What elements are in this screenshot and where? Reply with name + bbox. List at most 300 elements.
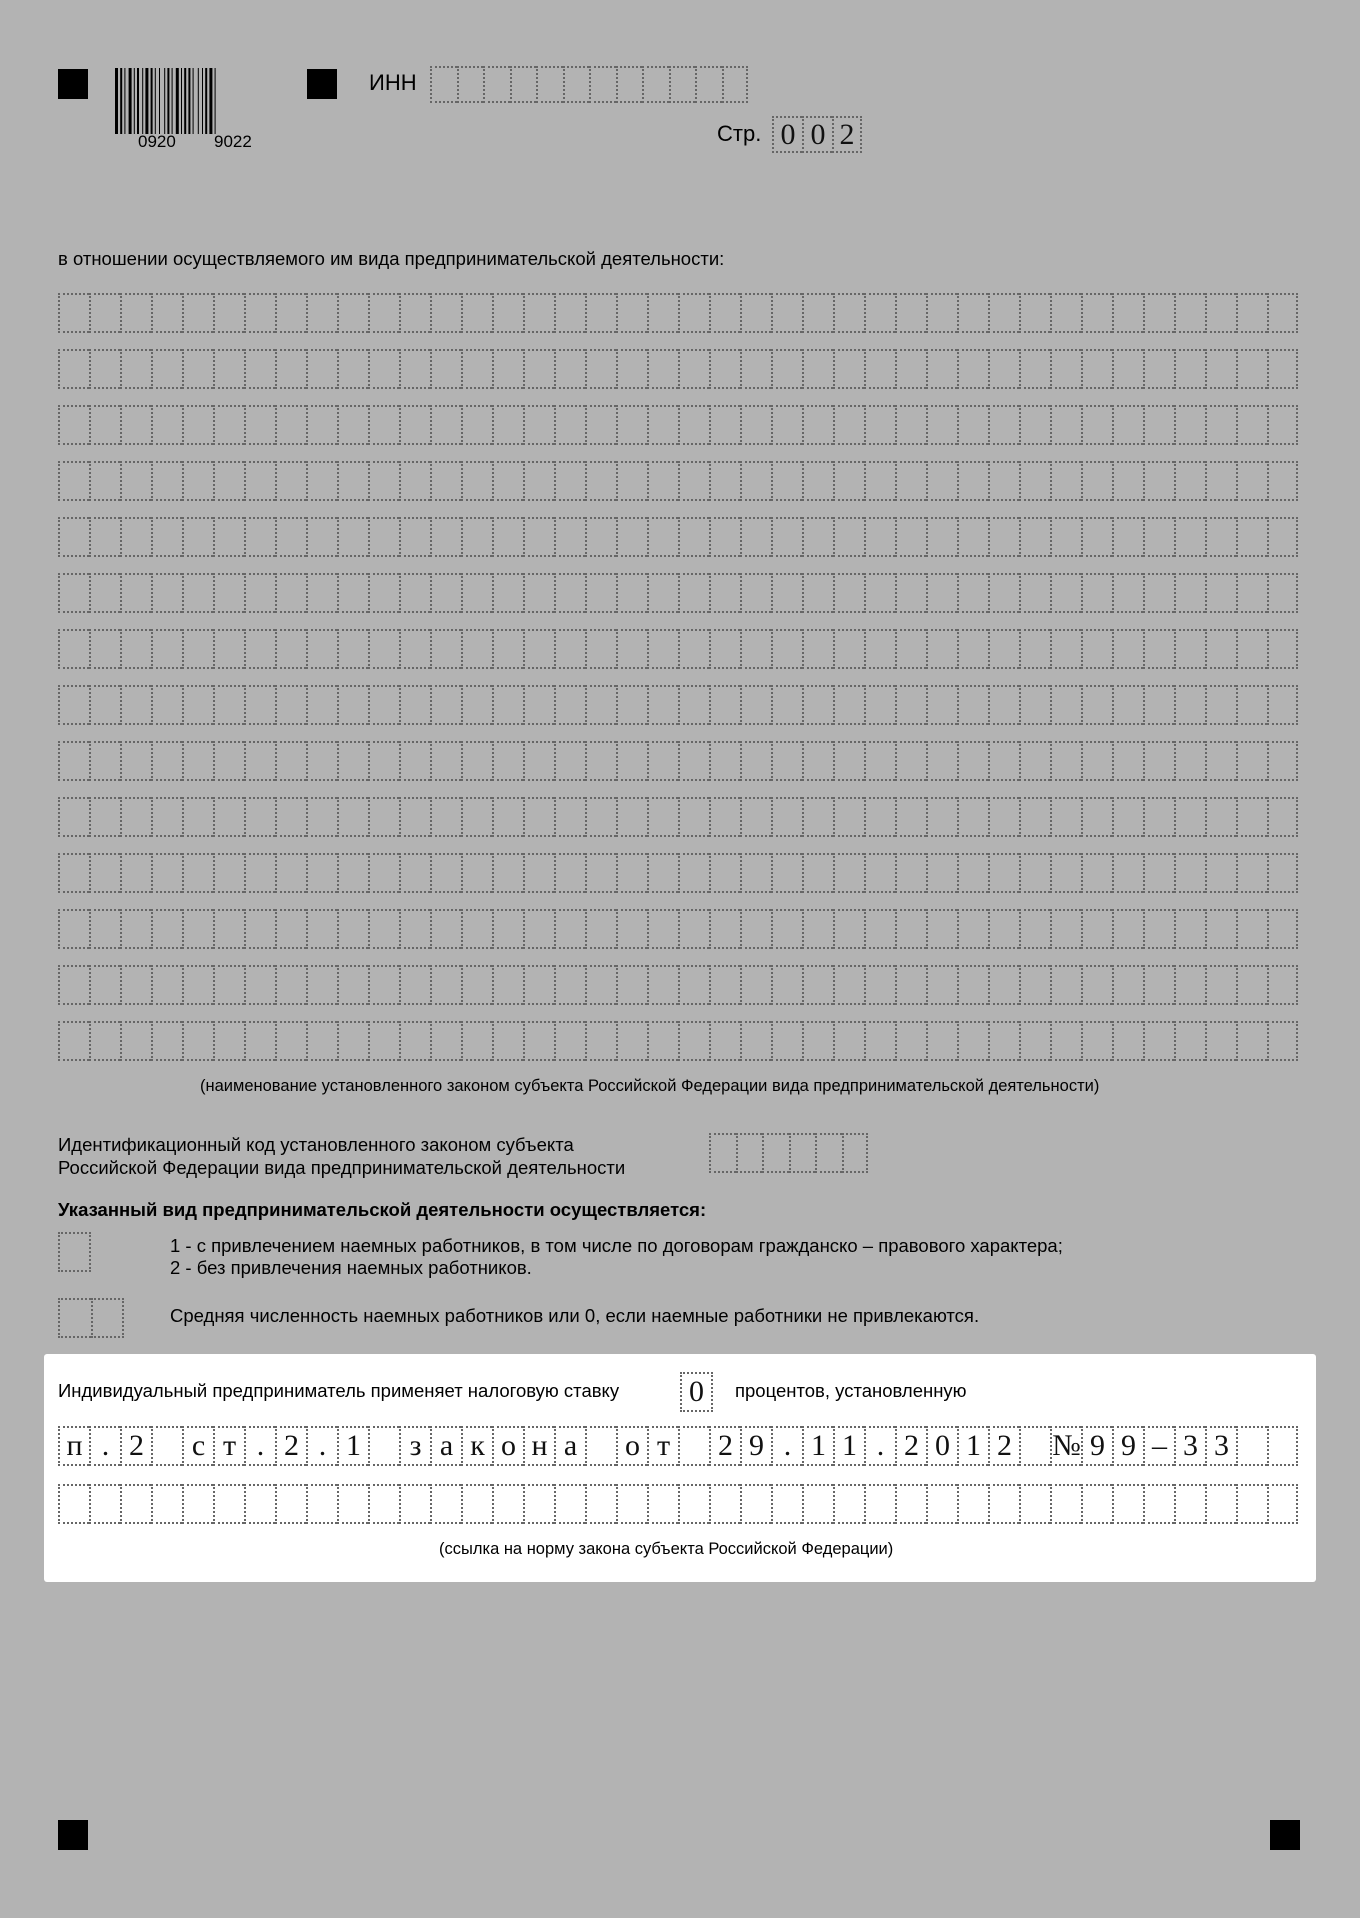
activity-cell[interactable] (802, 517, 833, 557)
activity-cell[interactable] (1267, 685, 1298, 725)
activity-cell[interactable] (461, 573, 492, 613)
activity-cell[interactable] (988, 1021, 1019, 1061)
activity-cell[interactable] (275, 349, 306, 389)
activity-cell[interactable] (864, 909, 895, 949)
law-ref-cell[interactable]: 9 (1112, 1426, 1143, 1466)
activity-cell[interactable] (554, 685, 585, 725)
activity-cell[interactable] (275, 573, 306, 613)
activity-cell[interactable] (151, 517, 182, 557)
activity-cell[interactable] (1050, 1021, 1081, 1061)
activity-cell[interactable] (306, 853, 337, 893)
activity-cell[interactable] (1143, 629, 1174, 669)
activity-cell[interactable] (926, 965, 957, 1005)
activity-cell[interactable] (213, 629, 244, 669)
activity-cell[interactable] (399, 573, 430, 613)
activity-cell[interactable] (988, 349, 1019, 389)
activity-cell[interactable] (182, 965, 213, 1005)
activity-cell[interactable] (151, 797, 182, 837)
ident-code-cell[interactable] (762, 1133, 789, 1173)
law-ref-cell[interactable] (988, 1484, 1019, 1524)
activity-cell[interactable] (771, 741, 802, 781)
inn-cell[interactable] (563, 66, 590, 103)
activity-cell[interactable] (306, 685, 337, 725)
activity-cell[interactable] (1081, 909, 1112, 949)
activity-cell[interactable] (1205, 461, 1236, 501)
activity-cell[interactable] (1205, 965, 1236, 1005)
activity-cell[interactable] (833, 517, 864, 557)
law-ref-cell[interactable] (1019, 1426, 1050, 1466)
activity-cell[interactable] (926, 293, 957, 333)
activity-cell[interactable] (461, 1021, 492, 1061)
activity-cell[interactable] (523, 853, 554, 893)
activity-cell[interactable] (647, 853, 678, 893)
activity-cell[interactable] (1081, 573, 1112, 613)
activity-cell[interactable] (678, 909, 709, 949)
average-workers-field[interactable] (58, 1298, 124, 1338)
activity-cell[interactable] (337, 909, 368, 949)
activity-cell[interactable] (89, 573, 120, 613)
activity-cell[interactable] (926, 629, 957, 669)
activity-grid-row[interactable] (58, 853, 1298, 893)
activity-cell[interactable] (1112, 573, 1143, 613)
activity-cell[interactable] (492, 293, 523, 333)
activity-cell[interactable] (802, 1021, 833, 1061)
activity-cell[interactable] (523, 517, 554, 557)
activity-cell[interactable] (616, 853, 647, 893)
activity-cell[interactable] (1050, 405, 1081, 445)
inn-cell[interactable] (510, 66, 537, 103)
activity-cell[interactable] (585, 853, 616, 893)
activity-cell[interactable] (740, 685, 771, 725)
activity-cell[interactable] (89, 797, 120, 837)
law-ref-cell[interactable] (1174, 1484, 1205, 1524)
law-ref-cell[interactable] (802, 1484, 833, 1524)
activity-grid-row[interactable] (58, 685, 1298, 725)
activity-cell[interactable] (1267, 909, 1298, 949)
activity-cell[interactable] (306, 965, 337, 1005)
activity-cell[interactable] (306, 909, 337, 949)
activity-cell[interactable] (368, 405, 399, 445)
activity-cell[interactable] (182, 1021, 213, 1061)
tax-rate-cell[interactable]: 0 (680, 1372, 713, 1412)
activity-cell[interactable] (1143, 573, 1174, 613)
law-ref-cell[interactable] (957, 1484, 988, 1524)
activity-cell[interactable] (554, 573, 585, 613)
law-ref-cell[interactable]: п (58, 1426, 89, 1466)
activity-cell[interactable] (585, 405, 616, 445)
law-ref-cell[interactable] (678, 1484, 709, 1524)
activity-cell[interactable] (709, 573, 740, 613)
activity-cell[interactable] (1112, 797, 1143, 837)
activity-cell[interactable] (585, 517, 616, 557)
activity-cell[interactable] (1112, 293, 1143, 333)
activity-cell[interactable] (1236, 797, 1267, 837)
activity-cell[interactable] (244, 965, 275, 1005)
activity-cell[interactable] (1174, 349, 1205, 389)
activity-cell[interactable] (1050, 741, 1081, 781)
activity-cell[interactable] (771, 461, 802, 501)
activity-cell[interactable] (1019, 965, 1050, 1005)
activity-cell[interactable] (492, 629, 523, 669)
activity-cell[interactable] (926, 741, 957, 781)
activity-cell[interactable] (399, 909, 430, 949)
activity-cell[interactable] (771, 853, 802, 893)
law-ref-cell[interactable] (368, 1426, 399, 1466)
activity-cell[interactable] (585, 461, 616, 501)
activity-cell[interactable] (58, 797, 89, 837)
activity-cell[interactable] (89, 293, 120, 333)
activity-cell[interactable] (833, 293, 864, 333)
activity-cell[interactable] (151, 741, 182, 781)
activity-cell[interactable] (213, 293, 244, 333)
activity-cell[interactable] (1112, 909, 1143, 949)
activity-cell[interactable] (58, 461, 89, 501)
page-digit-cell[interactable]: 2 (832, 116, 862, 153)
activity-cell[interactable] (523, 741, 554, 781)
activity-cell[interactable] (1143, 741, 1174, 781)
activity-cell[interactable] (492, 1021, 523, 1061)
activity-cell[interactable] (585, 965, 616, 1005)
activity-cell[interactable] (864, 741, 895, 781)
ident-code-cell[interactable] (736, 1133, 763, 1173)
activity-cell[interactable] (647, 797, 678, 837)
activity-cell[interactable] (616, 349, 647, 389)
activity-cell[interactable] (554, 909, 585, 949)
activity-cell[interactable] (833, 629, 864, 669)
activity-cell[interactable] (461, 965, 492, 1005)
activity-cell[interactable] (120, 853, 151, 893)
law-ref-cell[interactable] (647, 1484, 678, 1524)
inn-cell[interactable] (589, 66, 616, 103)
activity-cell[interactable] (523, 461, 554, 501)
activity-cell[interactable] (678, 573, 709, 613)
activity-cell[interactable] (1050, 517, 1081, 557)
inn-cell[interactable] (669, 66, 696, 103)
law-ref-cell[interactable] (833, 1484, 864, 1524)
activity-cell[interactable] (120, 293, 151, 333)
law-ref-cell[interactable]: 9 (1081, 1426, 1112, 1466)
activity-cell[interactable] (1112, 629, 1143, 669)
activity-cell[interactable] (1267, 517, 1298, 557)
activity-cell[interactable] (678, 517, 709, 557)
activity-cell[interactable] (895, 349, 926, 389)
activity-cell[interactable] (988, 517, 1019, 557)
activity-cell[interactable] (864, 517, 895, 557)
activity-cell[interactable] (368, 853, 399, 893)
activity-cell[interactable] (306, 349, 337, 389)
activity-cell[interactable] (337, 741, 368, 781)
activity-cell[interactable] (833, 685, 864, 725)
activity-cell[interactable] (771, 405, 802, 445)
activity-cell[interactable] (430, 909, 461, 949)
activity-cell[interactable] (58, 685, 89, 725)
law-ref-cell[interactable] (771, 1484, 802, 1524)
activity-cell[interactable] (740, 1021, 771, 1061)
activity-cell[interactable] (1112, 741, 1143, 781)
activity-cell[interactable] (1205, 853, 1236, 893)
law-ref-cell[interactable]: 2 (988, 1426, 1019, 1466)
activity-cell[interactable] (895, 293, 926, 333)
activity-cell[interactable] (1236, 461, 1267, 501)
activity-cell[interactable] (151, 685, 182, 725)
activity-cell[interactable] (182, 573, 213, 613)
activity-cell[interactable] (1143, 461, 1174, 501)
activity-cell[interactable] (275, 461, 306, 501)
activity-cell[interactable] (771, 909, 802, 949)
activity-cell[interactable] (337, 349, 368, 389)
law-ref-cell[interactable] (120, 1484, 151, 1524)
activity-cell[interactable] (275, 741, 306, 781)
activity-cell[interactable] (492, 853, 523, 893)
activity-cell[interactable] (182, 349, 213, 389)
activity-cell[interactable] (616, 685, 647, 725)
activity-cell[interactable] (368, 965, 399, 1005)
activity-cell[interactable] (585, 909, 616, 949)
activity-cell[interactable] (151, 573, 182, 613)
activity-cell[interactable] (368, 349, 399, 389)
activity-cell[interactable] (89, 517, 120, 557)
activity-cell[interactable] (1050, 965, 1081, 1005)
law-ref-cell[interactable]: 9 (740, 1426, 771, 1466)
law-ref-cell[interactable]: а (430, 1426, 461, 1466)
activity-cell[interactable] (833, 573, 864, 613)
activity-cell[interactable] (864, 797, 895, 837)
activity-cell[interactable] (306, 293, 337, 333)
activity-cell[interactable] (709, 349, 740, 389)
activity-cell[interactable] (616, 517, 647, 557)
law-ref-cell[interactable] (554, 1484, 585, 1524)
activity-cell[interactable] (616, 741, 647, 781)
activity-cell[interactable] (771, 1021, 802, 1061)
activity-cell[interactable] (647, 741, 678, 781)
law-ref-cell[interactable] (523, 1484, 554, 1524)
activity-cell[interactable] (399, 293, 430, 333)
law-ref-cell[interactable]: н (523, 1426, 554, 1466)
activity-cell[interactable] (399, 797, 430, 837)
activity-cell[interactable] (740, 909, 771, 949)
activity-cell[interactable] (492, 685, 523, 725)
activity-cell[interactable] (275, 909, 306, 949)
activity-cell[interactable] (585, 1021, 616, 1061)
activity-cell[interactable] (709, 405, 740, 445)
activity-cell[interactable] (275, 629, 306, 669)
activity-cell[interactable] (957, 965, 988, 1005)
law-ref-cell[interactable]: . (771, 1426, 802, 1466)
activity-cell[interactable] (368, 909, 399, 949)
activity-cell[interactable] (213, 573, 244, 613)
law-ref-cell[interactable] (182, 1484, 213, 1524)
activity-cell[interactable] (616, 573, 647, 613)
activity-cell[interactable] (616, 405, 647, 445)
law-ref-cell[interactable] (895, 1484, 926, 1524)
activity-cell[interactable] (1081, 1021, 1112, 1061)
activity-cell[interactable] (120, 965, 151, 1005)
law-ref-cell[interactable]: 1 (833, 1426, 864, 1466)
activity-cell[interactable] (399, 741, 430, 781)
activity-cell[interactable] (1267, 853, 1298, 893)
activity-cell[interactable] (523, 797, 554, 837)
law-ref-cell[interactable] (1050, 1484, 1081, 1524)
activity-cell[interactable] (1174, 741, 1205, 781)
activity-cell[interactable] (926, 853, 957, 893)
activity-cell[interactable] (430, 573, 461, 613)
activity-cell[interactable] (368, 1021, 399, 1061)
activity-cell[interactable] (771, 685, 802, 725)
activity-cell[interactable] (895, 853, 926, 893)
activity-cell[interactable] (1143, 909, 1174, 949)
activity-cell[interactable] (275, 1021, 306, 1061)
activity-cell[interactable] (430, 853, 461, 893)
activity-cell[interactable] (430, 797, 461, 837)
activity-cell[interactable] (213, 909, 244, 949)
activity-cell[interactable] (151, 405, 182, 445)
activity-cell[interactable] (1236, 349, 1267, 389)
activity-cell[interactable] (1050, 853, 1081, 893)
activity-cell[interactable] (1019, 853, 1050, 893)
activity-cell[interactable] (244, 349, 275, 389)
activity-cell[interactable] (523, 405, 554, 445)
activity-cell[interactable] (678, 965, 709, 1005)
activity-cell[interactable] (740, 349, 771, 389)
activity-cell[interactable] (523, 573, 554, 613)
activity-cell[interactable] (709, 1021, 740, 1061)
activity-cell[interactable] (151, 909, 182, 949)
activity-cell[interactable] (1081, 965, 1112, 1005)
activity-cell[interactable] (182, 517, 213, 557)
activity-cell[interactable] (368, 685, 399, 725)
activity-cell[interactable] (833, 349, 864, 389)
activity-cell[interactable] (244, 741, 275, 781)
law-ref-cell[interactable] (585, 1426, 616, 1466)
activity-cell[interactable] (1143, 517, 1174, 557)
activity-cell[interactable] (616, 965, 647, 1005)
activity-cell[interactable] (461, 685, 492, 725)
activity-cell[interactable] (58, 517, 89, 557)
activity-cell[interactable] (1081, 461, 1112, 501)
activity-cell[interactable] (1236, 1021, 1267, 1061)
activity-cell[interactable] (1050, 909, 1081, 949)
activity-cell[interactable] (740, 853, 771, 893)
activity-cell[interactable] (957, 405, 988, 445)
activity-cell[interactable] (1174, 965, 1205, 1005)
activity-grid-row[interactable] (58, 517, 1298, 557)
activity-cell[interactable] (1019, 797, 1050, 837)
activity-cell[interactable] (244, 797, 275, 837)
activity-cell[interactable] (399, 461, 430, 501)
activity-cell[interactable] (337, 1021, 368, 1061)
activity-cell[interactable] (58, 1021, 89, 1061)
activity-cell[interactable] (1081, 685, 1112, 725)
law-ref-cell[interactable] (709, 1484, 740, 1524)
law-ref-cell[interactable] (1236, 1484, 1267, 1524)
activity-cell[interactable] (988, 685, 1019, 725)
activity-cell[interactable] (368, 461, 399, 501)
activity-cell[interactable] (430, 629, 461, 669)
activity-cell[interactable] (120, 741, 151, 781)
activity-cell[interactable] (647, 517, 678, 557)
ident-code-field[interactable] (709, 1133, 868, 1173)
activity-cell[interactable] (399, 517, 430, 557)
activity-cell[interactable] (368, 573, 399, 613)
activity-cell[interactable] (523, 909, 554, 949)
activity-cell[interactable] (647, 293, 678, 333)
activity-cell[interactable] (1019, 909, 1050, 949)
activity-cell[interactable] (957, 517, 988, 557)
activity-cell[interactable] (492, 909, 523, 949)
activity-cell[interactable] (1174, 909, 1205, 949)
activity-cell[interactable] (182, 293, 213, 333)
activity-cell[interactable] (554, 1021, 585, 1061)
activity-cell[interactable] (306, 405, 337, 445)
activity-cell[interactable] (585, 741, 616, 781)
activity-cell[interactable] (430, 741, 461, 781)
activity-cell[interactable] (709, 853, 740, 893)
activity-cell[interactable] (895, 405, 926, 445)
law-ref-cell[interactable] (58, 1484, 89, 1524)
activity-cell[interactable] (368, 293, 399, 333)
activity-cell[interactable] (337, 629, 368, 669)
law-ref-cell[interactable] (1205, 1484, 1236, 1524)
worker-sign-field[interactable] (58, 1232, 91, 1272)
activity-cell[interactable] (988, 405, 1019, 445)
activity-cell[interactable] (244, 629, 275, 669)
activity-cell[interactable] (1174, 405, 1205, 445)
activity-cell[interactable] (988, 293, 1019, 333)
activity-cell[interactable] (89, 685, 120, 725)
activity-cell[interactable] (213, 685, 244, 725)
activity-cell[interactable] (709, 461, 740, 501)
activity-cell[interactable] (709, 293, 740, 333)
activity-cell[interactable] (833, 1021, 864, 1061)
activity-cell[interactable] (1174, 461, 1205, 501)
activity-cell[interactable] (1019, 349, 1050, 389)
activity-cell[interactable] (678, 797, 709, 837)
activity-cell[interactable] (1019, 685, 1050, 725)
law-ref-cell[interactable]: а (554, 1426, 585, 1466)
activity-cell[interactable] (523, 1021, 554, 1061)
activity-cell[interactable] (244, 853, 275, 893)
activity-cell[interactable] (151, 349, 182, 389)
activity-cell[interactable] (585, 293, 616, 333)
activity-cell[interactable] (957, 685, 988, 725)
activity-cell[interactable] (585, 573, 616, 613)
activity-cell[interactable] (678, 741, 709, 781)
activity-cell[interactable] (554, 461, 585, 501)
activity-cell[interactable] (709, 685, 740, 725)
activity-cell[interactable] (1205, 349, 1236, 389)
law-reference-row-1[interactable] (58, 1426, 1298, 1466)
activity-cell[interactable] (1267, 1021, 1298, 1061)
activity-cell[interactable] (492, 573, 523, 613)
activity-cell[interactable] (554, 797, 585, 837)
law-ref-cell[interactable]: – (1143, 1426, 1174, 1466)
activity-cell[interactable] (523, 685, 554, 725)
activity-cell[interactable] (957, 853, 988, 893)
law-ref-cell[interactable]: т (647, 1426, 678, 1466)
activity-cell[interactable] (802, 293, 833, 333)
activity-cell[interactable] (182, 685, 213, 725)
activity-cell[interactable] (306, 517, 337, 557)
activity-cell[interactable] (585, 797, 616, 837)
activity-cell[interactable] (988, 461, 1019, 501)
activity-cell[interactable] (120, 685, 151, 725)
activity-cell[interactable] (306, 797, 337, 837)
activity-cell[interactable] (430, 405, 461, 445)
activity-cell[interactable] (802, 853, 833, 893)
activity-cell[interactable] (740, 965, 771, 1005)
activity-cell[interactable] (1205, 405, 1236, 445)
activity-cell[interactable] (926, 405, 957, 445)
